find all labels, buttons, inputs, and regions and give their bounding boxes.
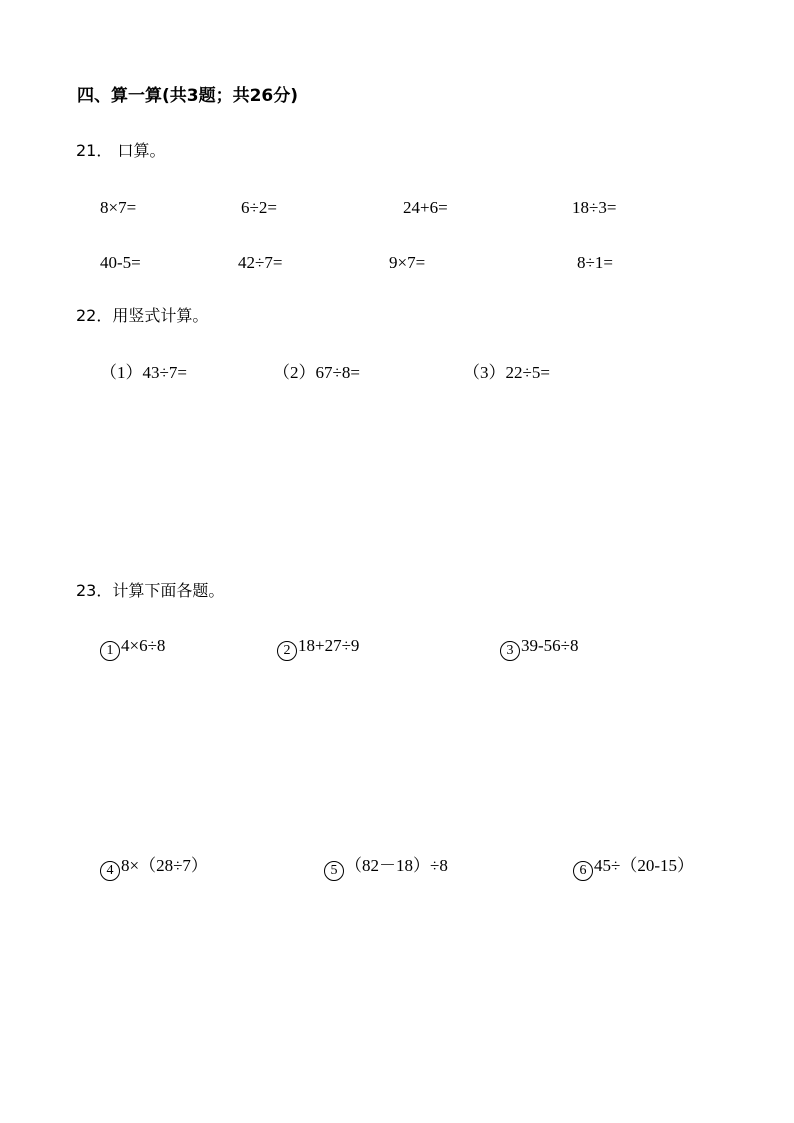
section-heading: 四、算一算(共3题；共26分) [77, 86, 299, 106]
q21-row1-item: 18÷3= [572, 198, 617, 217]
q23-expression: 39-56÷8 [521, 636, 579, 655]
circled-number: 3 [500, 641, 520, 661]
q23-item [277, 637, 359, 661]
q23-item [573, 857, 694, 881]
q21-title: 21． 口算。 [76, 141, 166, 160]
q21-row2-item: 40-5= [100, 253, 141, 272]
q23-item [100, 637, 165, 661]
q23-expression: 45÷（20-15） [594, 856, 694, 875]
circled-number: 6 [573, 861, 593, 881]
q23-title: 23．计算下面各题。 [76, 581, 225, 600]
q21-row1-item: 24+6= [403, 198, 448, 217]
q22-item: （3）22÷5= [463, 363, 550, 382]
q21-row1-item: 6÷2= [241, 198, 277, 217]
q23-item [324, 857, 448, 881]
q21-row1-item: 8×7= [100, 198, 137, 217]
circled-number: 2 [277, 641, 297, 661]
q23-item [500, 637, 579, 661]
q22-title: 22．用竖式计算。 [76, 306, 209, 325]
q23-expression: （82－18）÷8 [345, 856, 448, 875]
q23-expression: 4×6÷8 [121, 636, 166, 655]
q23-item [100, 857, 208, 881]
circled-number: 4 [100, 861, 120, 881]
q23-expression: 8×（28÷7） [121, 856, 208, 875]
q23-expression: 18+27÷9 [298, 636, 360, 655]
q21-row2-item: 42÷7= [238, 253, 283, 272]
q22-item: （1）43÷7= [100, 363, 187, 382]
circled-number: 1 [100, 641, 120, 661]
q21-row2-item: 8÷1= [577, 253, 613, 272]
q22-item: （2）67÷8= [273, 363, 360, 382]
q21-row2-item: 9×7= [389, 253, 426, 272]
circled-number: 5 [324, 861, 344, 881]
